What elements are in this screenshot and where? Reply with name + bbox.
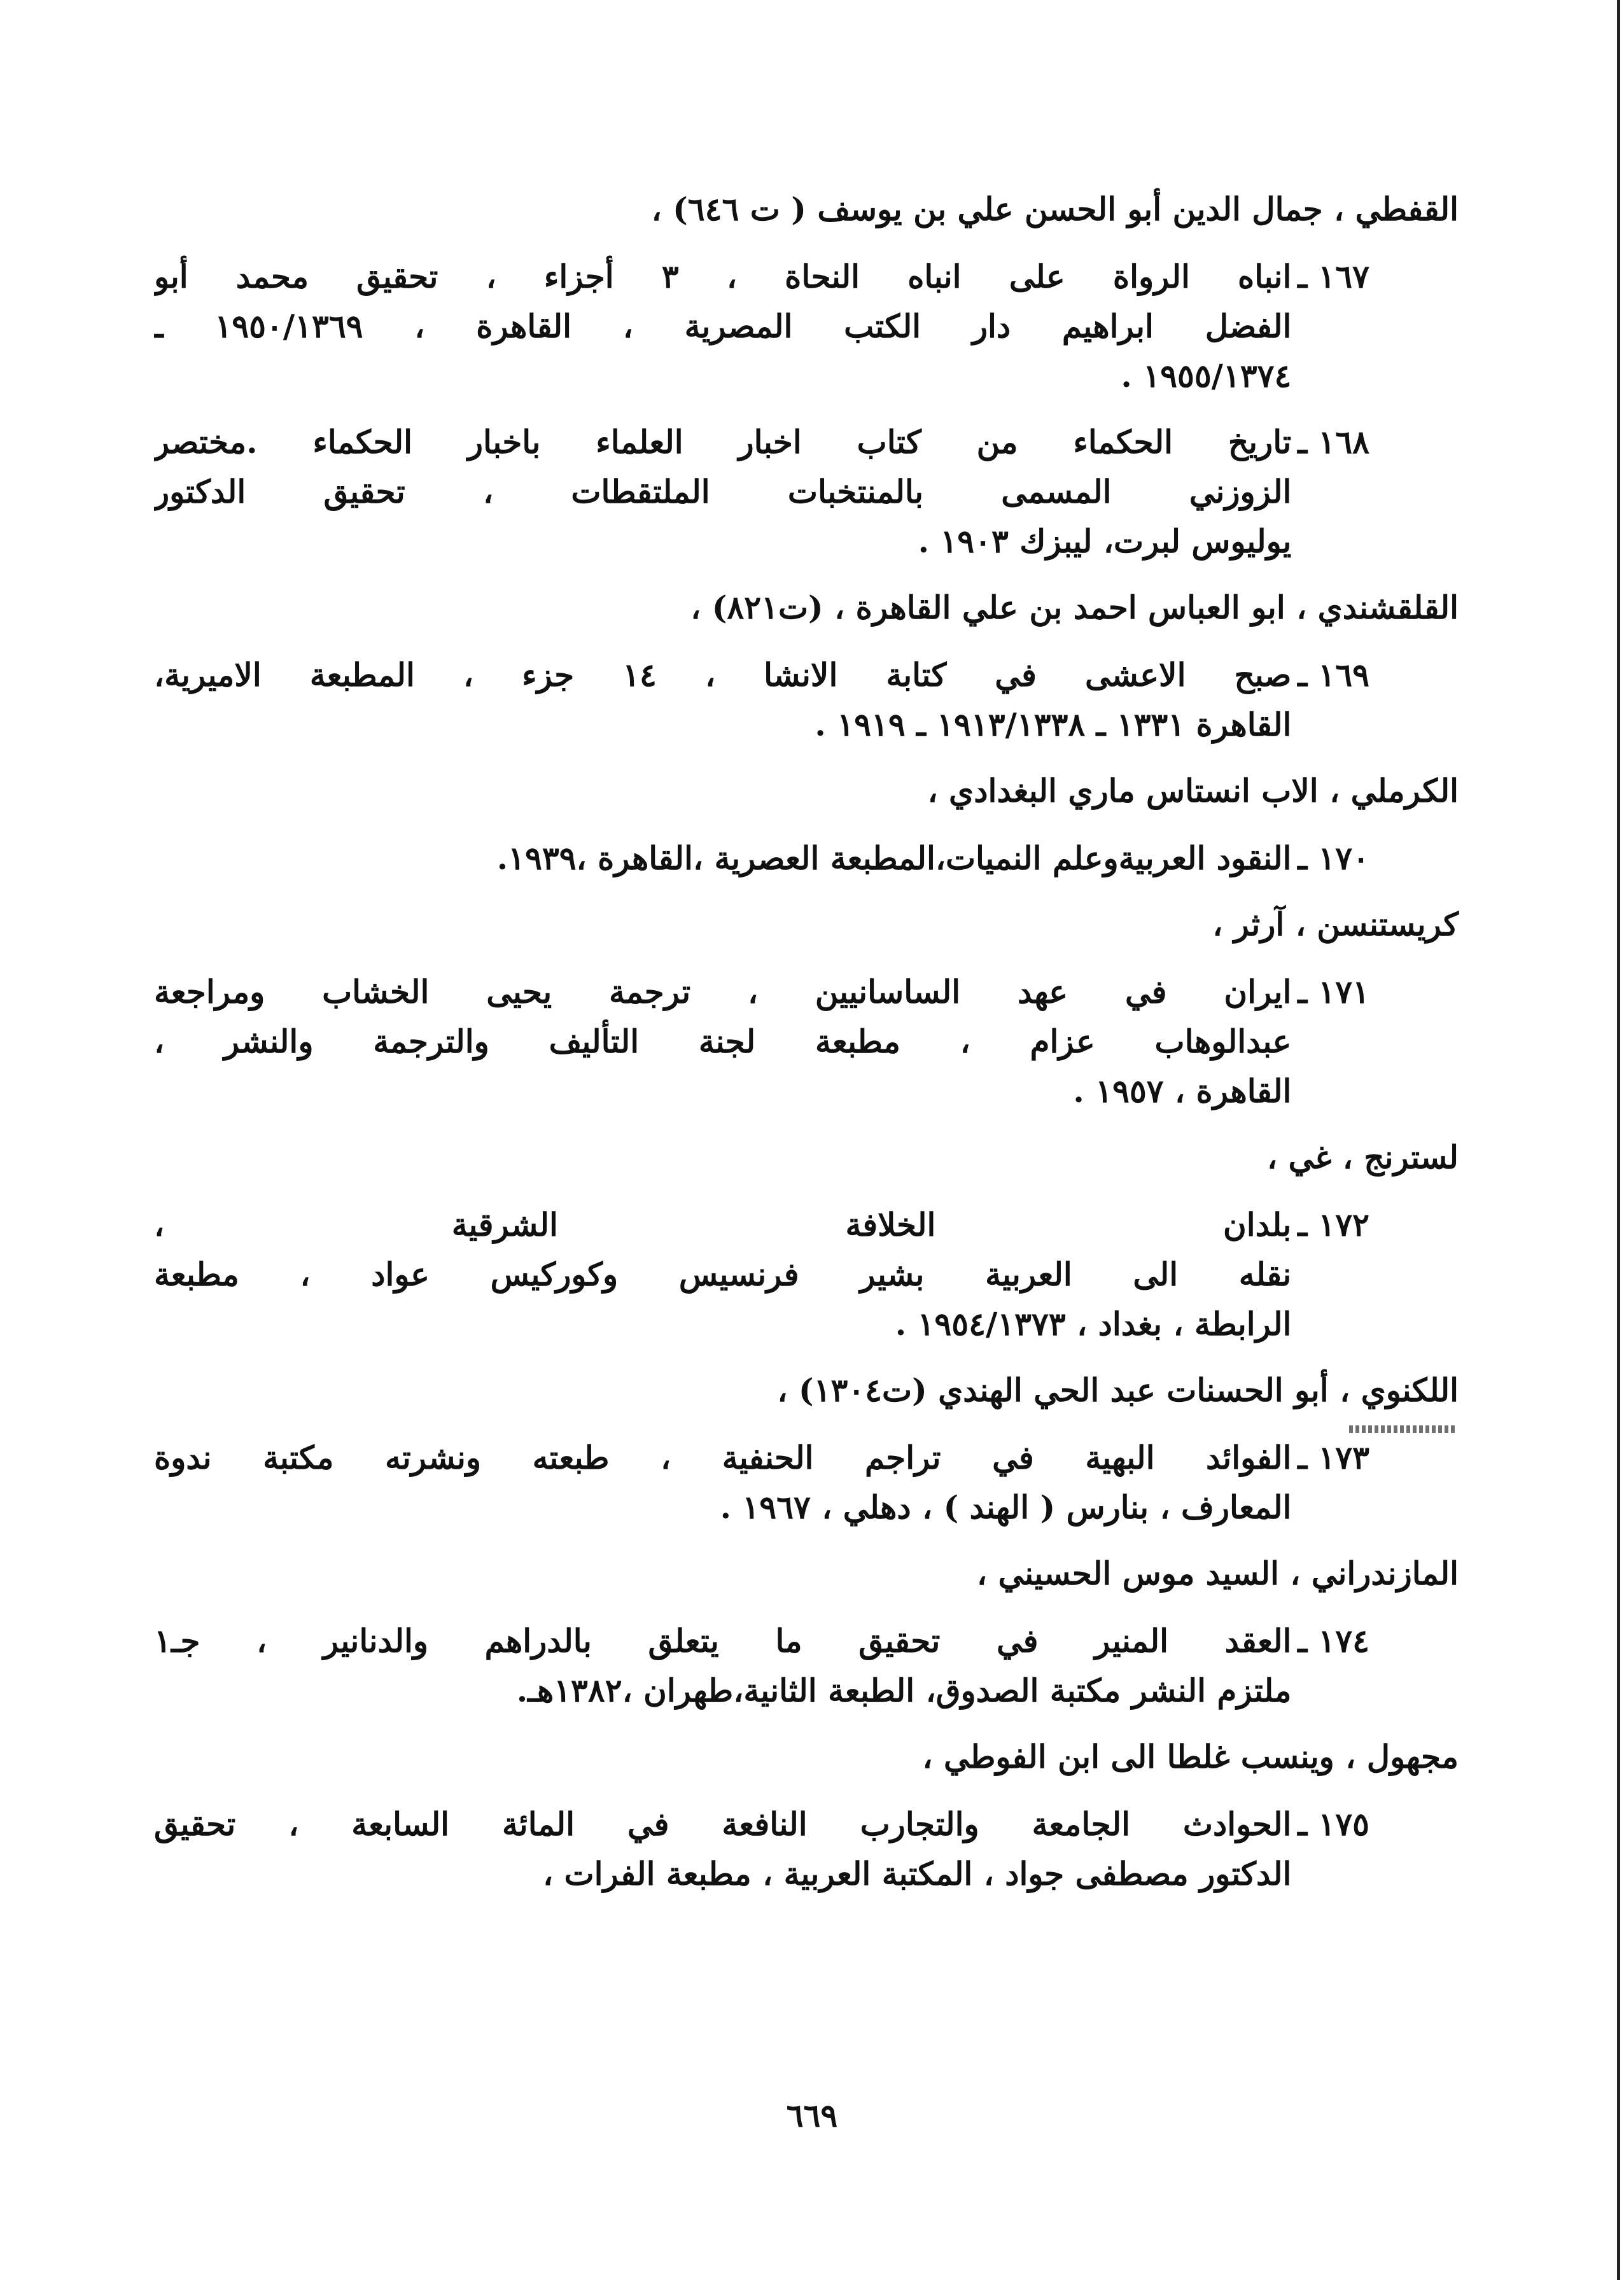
bibliography-entry xyxy=(154,1800,1459,1899)
entry-line: الحوادث الجامعة والتجارب النافعة في المائة السابعة ، تحقيق xyxy=(154,1805,1292,1843)
entry-line: بلدان الخلافة الشرقية ، xyxy=(154,1206,1292,1243)
author-heading: المازندراني ، السيد موس الحسيني ، xyxy=(976,1555,1459,1592)
entry-line: الدكتور مصطفى جواد ، المكتبة العربية ، مطبعة الفرات ، xyxy=(542,1855,1292,1892)
entry-line: العقد المنير في تحقيق ما يتعلق بالدراهم والدنانير ، جـ١ xyxy=(154,1622,1292,1660)
author-heading: اللكنوي ، أبو الحسنات عبد الحي الهندي (ت١٣٠٤) ، xyxy=(777,1371,1459,1409)
bibliography-entry xyxy=(154,252,1459,401)
bibliography-entry xyxy=(154,1200,1459,1349)
entry-text xyxy=(154,1200,1291,1349)
entry-line: عبدالوهاب عزام ، مطبعة لجنة التأليف والترجمة والنشر ، xyxy=(154,1023,1292,1060)
author-heading: كريستنسن ، آرثر ، xyxy=(1212,906,1459,943)
entry-line: الفضل ابراهيم دار الكتب المصرية ، القاهرة ، ١٩٥٠/١٣٦٩ ـ xyxy=(154,307,1292,345)
bibliography-entry xyxy=(154,417,1459,566)
entry-number: ١٦٧ ـ xyxy=(1298,258,1369,295)
entry-line: النقود العربيةوعلم النميات،المطبعة العصرية ،القاهرة ،١٩٣٩. xyxy=(496,839,1292,877)
author-heading: القفطي ، جمال الدين أبو الحسن علي بن يوسف ( ت ٦٤٦) ، xyxy=(651,190,1459,228)
entry-line: نقله الى العربية بشير فرنسيس وكوركيس عواد ، مطبعة xyxy=(154,1255,1292,1293)
bibliography-entry xyxy=(154,1433,1459,1532)
entry-line: انباه الرواة على انباه النحاة ، ٣ أجزاء ، تحقيق محمد أبو xyxy=(154,258,1292,295)
entry-text xyxy=(154,1800,1291,1899)
entry-number: ١٧٢ ـ xyxy=(1298,1206,1369,1243)
entry-text xyxy=(154,967,1291,1116)
bibliography-text xyxy=(154,185,1459,1915)
entry-line: الرابطة ، بغداد ، ١٩٥٤/١٣٧٣ . xyxy=(895,1305,1292,1343)
page-edge-shadow xyxy=(1617,0,1620,2280)
author-heading: لسترنج ، غي ، xyxy=(1266,1138,1459,1176)
entry-line: صبح الاعشى في كتابة الانشا ، ١٤ جزء ، المطبعة الاميرية، xyxy=(154,656,1292,694)
entry-line: الفوائد البهية في تراجم الحنفية ، طبعته ونشرته مكتبة ندوة xyxy=(154,1439,1292,1476)
entry-text xyxy=(154,417,1291,566)
entry-line: تاريخ الحكماء من كتاب اخبار العلماء باخبار الحكماء .مختصر xyxy=(154,423,1292,461)
entry-text xyxy=(154,1433,1291,1532)
bibliography-entry xyxy=(154,650,1459,750)
bibliography-entry xyxy=(154,834,1459,883)
entry-line: ١٩٥٥/١٣٧٤ . xyxy=(1121,357,1292,395)
ink-smudge xyxy=(1349,1425,1457,1433)
author-heading: مجهول ، وينسب غلطا الى ابن الفوطي ، xyxy=(922,1738,1459,1775)
entry-number: ١٧١ ـ xyxy=(1298,973,1369,1011)
entry-text xyxy=(154,1616,1291,1716)
entry-number: ١٧٣ ـ xyxy=(1298,1439,1369,1476)
entry-number: ١٦٩ ـ xyxy=(1298,656,1369,694)
entry-number: ١٧٤ ـ xyxy=(1298,1622,1369,1660)
entry-text xyxy=(154,834,1291,883)
page-number: ٦٦٩ xyxy=(786,2097,838,2134)
bibliography-entry xyxy=(154,1616,1459,1716)
bibliography-entry xyxy=(154,967,1459,1116)
entry-line: المعارف ، بنارس ( الهند ) ، دهلي ، ١٩٦٧ . xyxy=(720,1488,1292,1526)
author-heading: القلقشندي ، ابو العباس احمد بن علي القاهرة ، (ت٨٢١) ، xyxy=(690,589,1459,626)
entry-line: ملتزم النشر مكتبة الصدوق، الطبعة الثانية،طهران ،١٣٨٢هـ. xyxy=(516,1672,1292,1709)
entry-text xyxy=(154,650,1291,750)
entry-line: ايران في عهد الساسانيين ، ترجمة يحيى الخشاب ومراجعة xyxy=(154,973,1292,1011)
entry-line: الزوزني المسمى بالمنتخبات الملتقطات ، تحقيق الدكتور xyxy=(154,473,1292,510)
entry-number: ١٦٨ ـ xyxy=(1298,423,1369,461)
entry-line: يوليوس لبرت، ليبزك ١٩٠٣ . xyxy=(918,522,1292,560)
entry-line: القاهرة ، ١٩٥٧ . xyxy=(1073,1072,1292,1110)
entry-number: ١٧٠ ـ xyxy=(1298,839,1369,877)
entry-line: القاهرة ١٣٣١ ـ ١٩١٣/١٣٣٨ ـ ١٩١٩ . xyxy=(815,706,1292,743)
entry-text xyxy=(154,252,1291,401)
entry-number: ١٧٥ ـ xyxy=(1298,1805,1369,1843)
author-heading: الكرملي ، الاب انستاس ماري البغدادي ، xyxy=(927,772,1459,809)
